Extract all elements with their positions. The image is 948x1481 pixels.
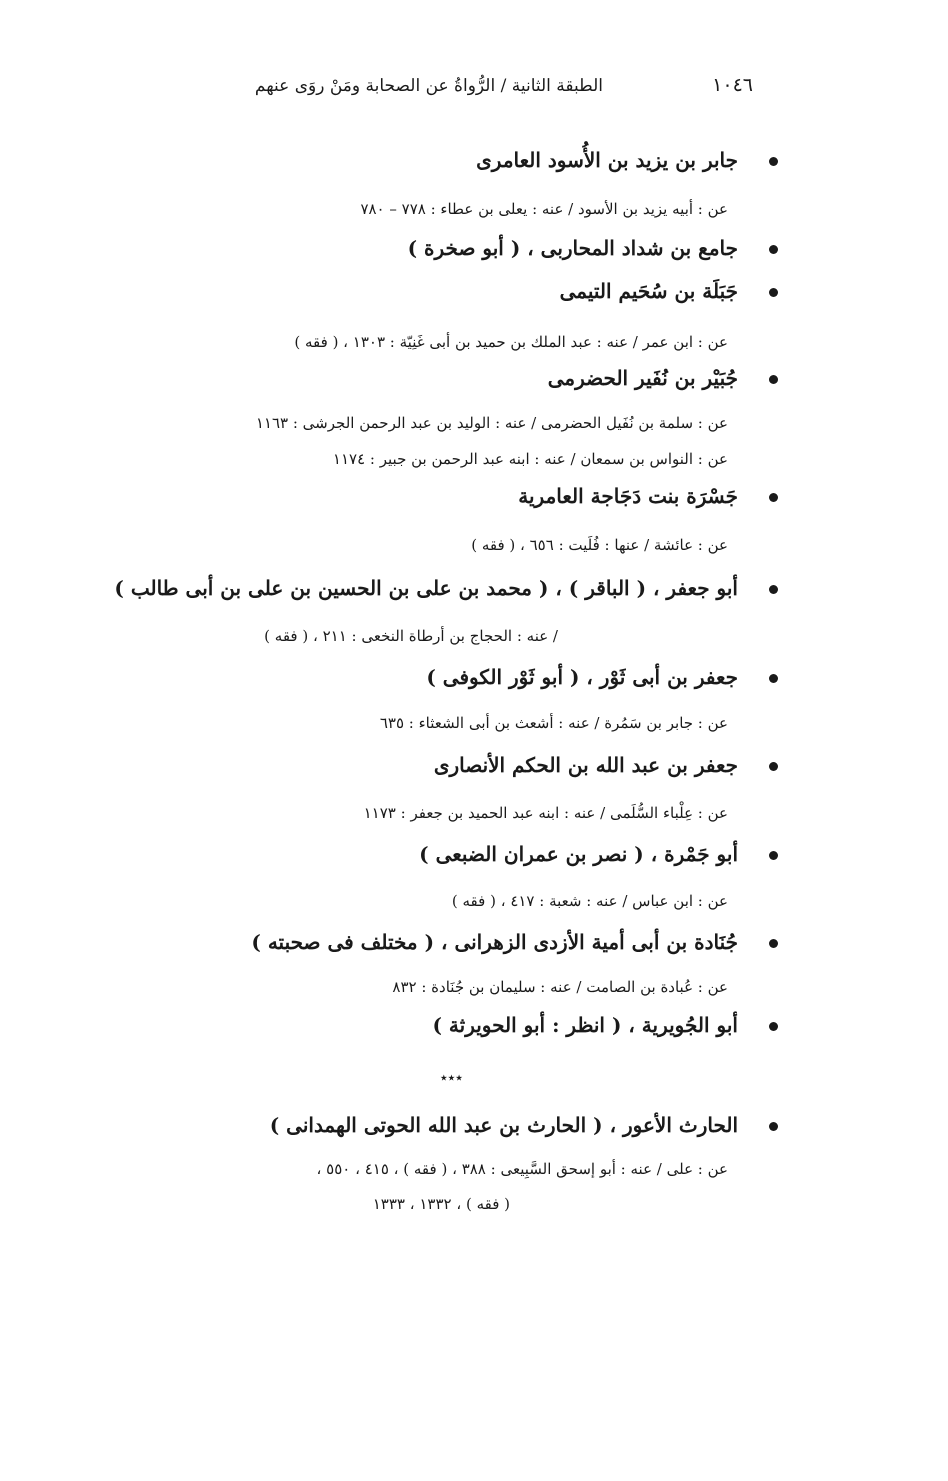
- bullet-icon: [769, 762, 778, 771]
- entry-reference: عن : على / عنه : أبو إسحق السَّبِيعى : ٣٨٨ ، ( فقه ) ، ٤١٥ ، ٥٥٠ ،: [316, 1160, 728, 1178]
- bullet-icon: [769, 1122, 778, 1131]
- entry-name: جُنَادة بن أبى أمية الأزدى الزهرانى ، ( مختلف فى صحبته ): [251, 930, 738, 954]
- entry-reference: عن : النواس بن سمعان / عنه : ابنه عبد الرحمن بن جبير : ١١٧٤: [332, 450, 728, 468]
- bullet-icon: [769, 375, 778, 384]
- entry-reference: عن : سلمة بن نُفَيل الحضرمى / عنه : الوليد بن عبد الرحمن الجرشى : ١١٦٣: [255, 414, 728, 432]
- entry-reference: عن : عِلْباء السُّلَمى / عنه : ابنه عبد الحميد بن جعفر : ١١٧٣: [363, 804, 728, 822]
- entry-name: جعفر بن أبى ثَوْر ، ( أبو ثَوْر الكوفى ): [426, 665, 738, 689]
- bullet-icon: [769, 674, 778, 683]
- page-number: ١٠٤٦: [712, 74, 753, 96]
- entry-name: جابر بن يزيد بن الأُسود العامرى: [476, 148, 738, 172]
- entry-name: الحارث الأعور ، ( الحارث بن عبد الله الحوتى الهمدانى ): [269, 1113, 738, 1137]
- running-header: الطبقة الثانية / الرُّواةُ عن الصحابة ومَنْ روَى عنهم: [254, 76, 603, 96]
- entry-reference: عن : جابر بن سَمُرة / عنه : أشعث بن أبى الشعثاء : ٦٣٥: [379, 714, 728, 732]
- entry-reference: عن : ابن عباس / عنه : شعبة : ٤١٧ ، ( فقه ): [451, 892, 728, 910]
- entry-name: أبو جَمْرة ، ( نصر بن عمران الضبعى ): [419, 842, 738, 866]
- entry-name: جَبَلَة بن سُحَيم التيمى: [559, 279, 738, 303]
- entry-name: جعفر بن عبد الله بن الحكم الأنصارى: [433, 753, 738, 777]
- entry-reference: عن : عائشة / عنها : فُلَيت : ٦٥٦ ، ( فقه ): [471, 536, 728, 554]
- bullet-icon: [769, 585, 778, 594]
- entry-reference: عن : عُبادة بن الصامت / عنه : سليمان بن جُنَادة : ٨٣٢: [392, 978, 728, 996]
- entry-name: جامع بن شداد المحاربى ، ( أبو صخرة ): [407, 236, 738, 260]
- bullet-icon: [769, 851, 778, 860]
- entry-name: أبو جعفر ، ( الباقر ) ، ( محمد بن على بن الحسين بن على بن أبى طالب ): [114, 576, 738, 600]
- bullet-icon: [769, 1022, 778, 1031]
- entry-reference: عن : أبيه يزيد بن الأسود / عنه : يعلى بن عطاء : ٧٧٨ – ٧٨٠: [360, 200, 728, 218]
- entry-reference: / عنه : الحجاج بن أرطاة النخعى : ٢١١ ، ( فقه ): [264, 627, 558, 645]
- entry-name: جُبَيْر بن نُفَير الحضرمى: [547, 366, 738, 390]
- bullet-icon: [769, 245, 778, 254]
- entry-name: جَسْرَة بنت دَجَاجة العامرية: [518, 484, 738, 508]
- entry-reference: عن : ابن عمر / عنه : عبد الملك بن حميد بن أبى غَنِيّة : ١٣٠٣ ، ( فقه ): [294, 333, 728, 351]
- entry-reference: ( فقه ) ، ١٣٣٢ ، ١٣٣٣: [372, 1195, 510, 1213]
- bullet-icon: [769, 288, 778, 297]
- entry-name: أبو الجُويرية ، ( انظر : أبو الحويرثة ): [432, 1013, 738, 1037]
- bullet-icon: [769, 493, 778, 502]
- section-separator: ٭٭٭: [440, 1070, 463, 1086]
- bullet-icon: [769, 939, 778, 948]
- bullet-icon: [769, 157, 778, 166]
